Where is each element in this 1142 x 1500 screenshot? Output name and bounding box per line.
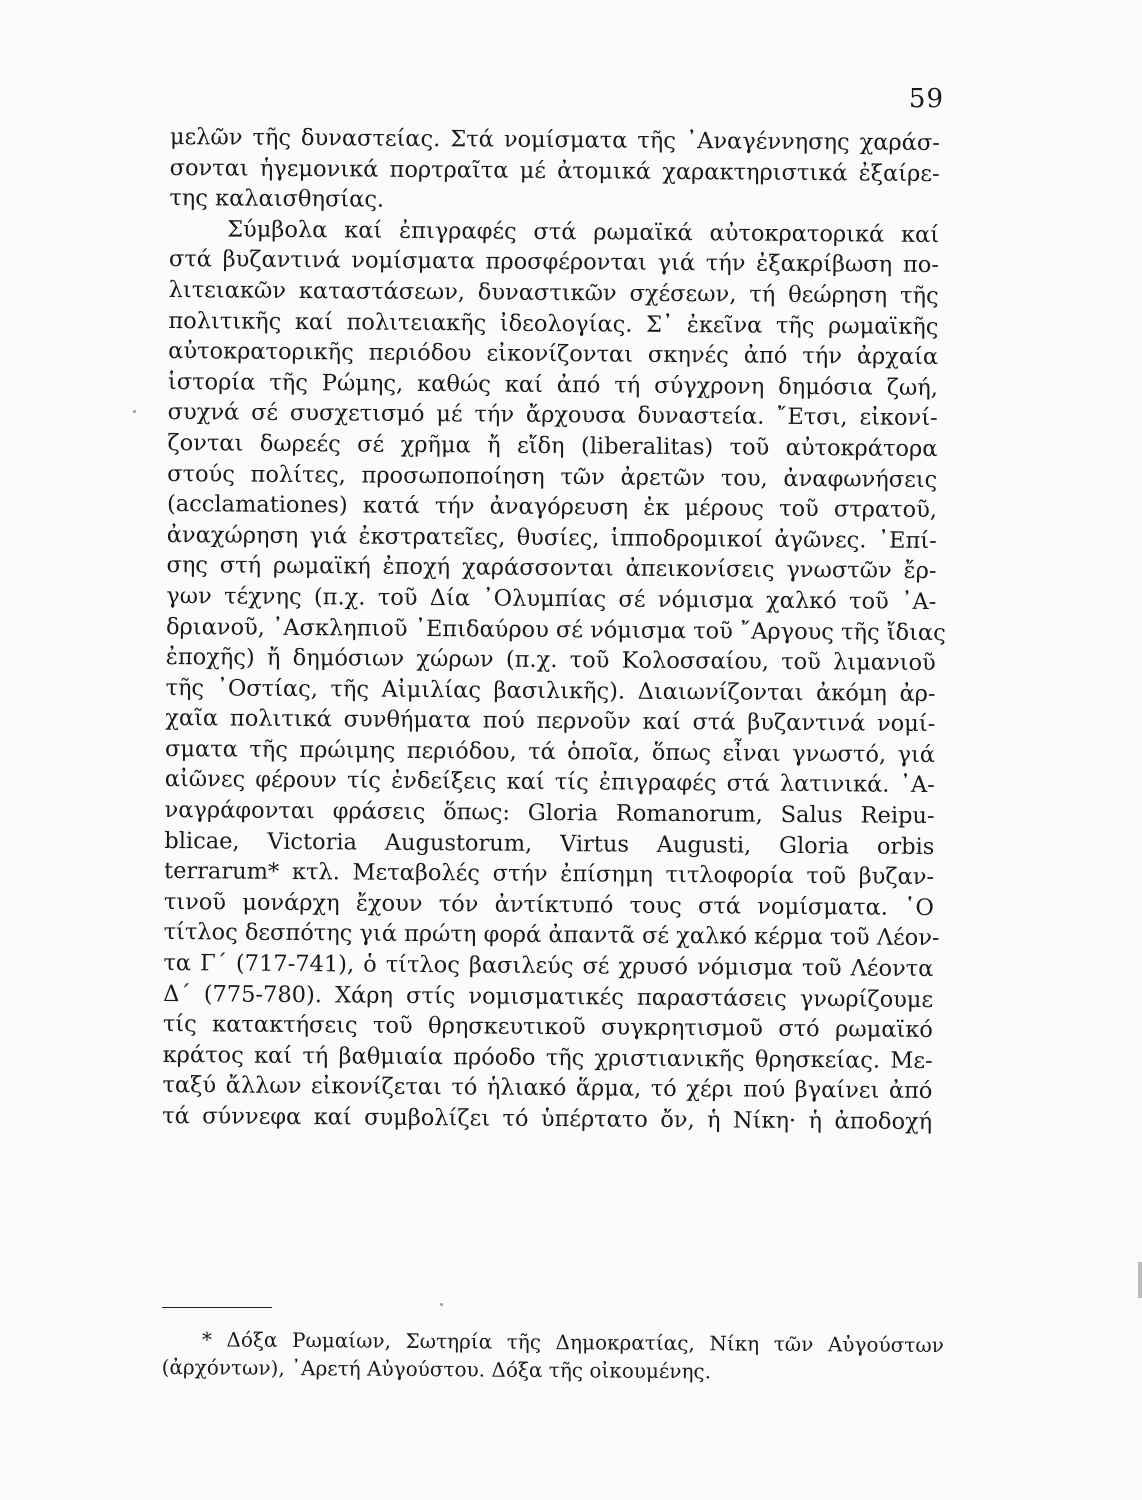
text-line: στά βυζαντινά νομίσματα προσφέρονται γιά τήν ἐξακρίβωση πο- xyxy=(168,246,939,279)
text-line: τίς κατακτήσεις τοῦ θρησκευτικοῦ συγκρητισμοῦ στό ρωμαϊκό xyxy=(162,1011,933,1044)
text-line: συχνά σέ συσχετισμό μέ τήν ἄρχουσα δυναστεία. ῎Ετσι, εἰκονί- xyxy=(167,399,938,432)
text-line: ναγράφονται φράσεις ὅπως: Gloria Romanorum, Salus Reipu- xyxy=(164,797,935,830)
footnote-line: * Δόξα Ρωμαίων, Σωτηρία τῆς Δημοκρατίας, Νίκη τῶν Αὐγούστων xyxy=(201,1327,944,1358)
text-line: αὐτοκρατορικῆς περιόδου εἰκονίζονται σκηνές ἀπό τήν ἀρχαία xyxy=(168,338,939,371)
text-line: terrarum* κτλ. Μεταβολές στήν ἐπίσημη τιτλοφορία τοῦ βυζαν- xyxy=(164,858,935,891)
paragraph-start-line: Σύμβολα καί ἐπιγραφές στά ρωμαϊκά αὐτοκρατορικά καί xyxy=(227,216,940,248)
text-line: ζονται δωρεές σέ χρῆμα ἤ εἴδη (liberalitas) τοῦ αὐτοκράτορα xyxy=(167,429,938,462)
text-line: τινοῦ μονάρχη ἔχουν τόν ἀντίκτυπό τους στά νομίσματα. ῾Ο xyxy=(163,888,934,921)
text-line: στούς πολίτες, προσωποποίηση τῶν ἀρετῶν του, ἀναφωνήσεις xyxy=(167,460,938,493)
text-line: ἱστορία τῆς Ρώμης, καθώς καί ἀπό τή σύγχρονη δημόσια ζωή, xyxy=(167,368,939,401)
text-line: πολιτικῆς καί πολιτειακῆς ἰδεολογίας. Σ᾿ ἐκεῖνα τῆς ρωμαϊκῆς xyxy=(168,307,939,340)
text-line: τῆς ᾿Οστίας, τῆς Αἰμιλίας βασιλικῆς). Διαιωνίζονται ἀκόμη ἀρ- xyxy=(165,674,936,707)
text-line: της καλαισθησίας. xyxy=(169,185,385,213)
body-text xyxy=(162,122,946,1138)
footnote-line: (ἀρχόντων), ᾿Αρετή Αὐγούστου. Δόξα τῆς οἰκουμένης. xyxy=(161,1354,712,1384)
footnote-divider xyxy=(162,1307,272,1308)
text-line: (acclamationes) κατά τήν ἀναγόρευση ἐκ μέρους τοῦ στρατοῦ, xyxy=(166,491,938,524)
text-line: ἐποχῆς) ἤ δημόσιων χώρων (π.χ. τοῦ Κολοσσαίου, τοῦ λιμανιοῦ xyxy=(165,644,936,677)
page-number: 59 xyxy=(908,84,944,114)
text-line: λιτειακῶν καταστάσεων, δυναστικῶν σχέσεων, τή θεώρηση τῆς xyxy=(168,276,939,310)
text-line: σματα τῆς πρώιμης περιόδου, τά ὁποῖα, ὅπως εἶναι γνωστό, γιά xyxy=(164,735,936,768)
text-line: σονται ἡγεμονικά πορτραῖτα μέ ἀτομικά χαρακτηριστικά ἐξαίρε- xyxy=(169,154,940,187)
text-line: χαῖα πολιτικά συνθήματα πού περνοῦν καί στά βυζαντινά νομί- xyxy=(165,705,936,738)
text-line: ταξύ ἄλλων εἰκονίζεται τό ἡλιακό ἅρμα, τό χέρι πού βγαίνει ἀπό xyxy=(162,1072,933,1105)
text-line: τα Γ΄ (717-741), ὁ τίτλος βασιλεύς σέ χρυσό νόμισμα τοῦ Λέοντα xyxy=(163,950,934,983)
text-line: τά σύννεφα καί συμβολίζει τό ὑπέρτατο ὄν, ἡ Νίκη· ἡ ἀποδοχή xyxy=(162,1102,933,1136)
text-line: μελῶν τῆς δυναστείας. Στά νομίσματα τῆς ᾿Αναγέννησης χαράσ- xyxy=(169,123,940,157)
scan-speck xyxy=(133,410,136,413)
text-line: δριανοῦ, ᾿Ασκληπιοῦ ᾿Επιδαύρου σέ νόμισμα τοῦ ῎Αργους τῆς ἴδιας xyxy=(165,613,946,646)
text-line: αἰῶνες φέρουν τίς ἐνδείξεις καί τίς ἐπιγραφές στά λατινικά. ᾿Α- xyxy=(164,766,935,799)
text-line: τίτλος δεσπότης γιά πρώτη φορά ἀπαντᾶ σέ χαλκό κέρμα τοῦ Λέον- xyxy=(163,919,940,952)
text-line: Δ΄ (775-780). Χάρη στίς νομισματικές παραστάσεις γνωρίζουμε xyxy=(163,980,934,1013)
footnote xyxy=(162,1325,944,1387)
text-line: γων τέχνης (π.χ. τοῦ Δία ᾿Ολυμπίας σέ νόμισμα χαλκό τοῦ ᾿Α- xyxy=(166,582,937,615)
text-line: σης στή ρωμαϊκή ἐποχή χαράσσονται ἀπεικονίσεις γνωστῶν ἔρ- xyxy=(166,552,937,585)
text-line: blicae, Victoria Augustorum, Virtus Augusti, Gloria orbis xyxy=(164,827,935,860)
scan-speck xyxy=(440,1303,443,1306)
scan-edge-mark xyxy=(1138,1262,1142,1298)
text-line: ἀναχώρηση γιά ἐκστρατεῖες, θυσίες, ἱπποδρομικοί ἀγῶνες. ᾿Επί- xyxy=(166,521,937,554)
text-line: κράτος καί τή βαθμιαία πρόοδο τῆς χριστιανικῆς θρησκείας. Με- xyxy=(162,1041,933,1074)
